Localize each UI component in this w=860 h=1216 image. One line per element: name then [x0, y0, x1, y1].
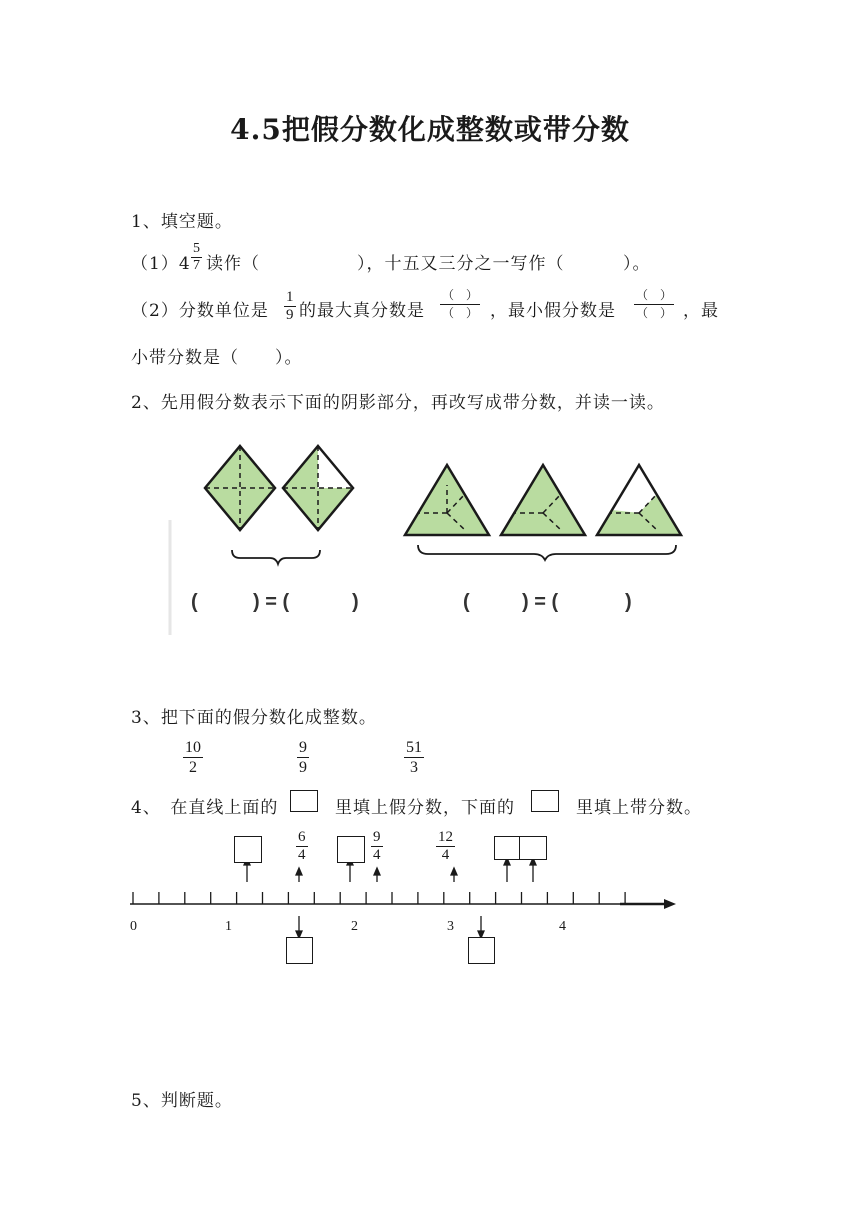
q4-heading-a: 4、 在直线上面的 [131, 798, 279, 818]
diamond-1 [205, 446, 275, 530]
q1-part1-read-label: 读作（ [206, 254, 260, 274]
fraction-blank-denominator[interactable]: （ ） [442, 306, 479, 320]
q4-heading-box-below [531, 790, 559, 812]
q1-part2-text-a: 的最大真分数是 [299, 301, 425, 321]
brace-left [232, 550, 320, 564]
triangle-2 [501, 465, 585, 535]
fraction-denominator: 4 [441, 847, 450, 863]
q1-answer-fraction-2[interactable] [634, 287, 674, 322]
tick-label-1: 1 [225, 919, 232, 934]
tick-label-2: 2 [351, 919, 358, 934]
page-title: 4.5把假分数化成整数或带分数 [230, 113, 630, 146]
q4-heading-b: 里填上假分数，下面的 [317, 798, 515, 818]
tick-label-3: 3 [447, 919, 454, 934]
q2-left-answer-blank-1[interactable] [205, 594, 250, 616]
q2-heading: 2、先用假分数表示下面的阴影部分，再改写成带分数，并读一读。 [131, 393, 665, 413]
q1-unit-fraction [284, 289, 296, 324]
q3-heading: 3、把下面的假分数化成整数。 [131, 708, 377, 728]
q4-label-twelve-fourths [436, 829, 455, 864]
fraction-denominator: 4 [373, 847, 381, 863]
q1-part2-text-b: ，最小假分数是 [490, 301, 616, 321]
q2-right-equals: ) = ( [522, 591, 559, 613]
fraction-numerator: 9 [299, 739, 307, 756]
q2-left-close-paren: ) [352, 591, 359, 613]
q4-label-nine-fourths [371, 829, 383, 864]
fraction-denominator: 4 [298, 847, 306, 863]
q1-heading: 1、填空题。 [131, 212, 233, 232]
fraction-numerator: 5 [193, 241, 200, 256]
fraction-numerator: 10 [185, 739, 201, 756]
fraction-blank-denominator[interactable]: （ ） [636, 306, 673, 320]
q1-part1-mid: ），十五又三分之一写作（ [357, 254, 565, 274]
q3-fraction-1 [183, 738, 203, 777]
up-arrows [244, 858, 536, 882]
q2-left-answer-blank-2[interactable] [302, 594, 350, 616]
q5-heading: 5、判断题。 [131, 1091, 233, 1111]
fraction-denominator: 7 [193, 258, 200, 273]
fraction-numerator: 6 [298, 829, 306, 845]
q2-right-answer-blank-1[interactable] [476, 594, 520, 616]
q2-right-answer-blank-2[interactable] [576, 594, 622, 616]
diamond-2 [283, 446, 353, 530]
q1-part1-answer-blank-1[interactable] [272, 252, 352, 270]
fraction-denominator: 2 [189, 759, 197, 776]
fraction-denominator: 3 [410, 759, 418, 776]
tick-label-0: 0 [130, 919, 137, 934]
q4-upper-answer-box-3[interactable] [494, 836, 521, 860]
q2-left-open-paren: ( [191, 591, 198, 613]
brace-right [418, 545, 676, 560]
fraction-blank-numerator[interactable]: （ ） [634, 287, 674, 305]
q1-part1-prefix: （1）4 [131, 254, 191, 274]
q1-part2-prefix: （2）分数单位是 [131, 301, 269, 321]
triangle-1 [405, 465, 489, 535]
fraction-denominator: 9 [299, 759, 307, 776]
q4-number-line [120, 830, 690, 970]
q1-part1-answer-blank-2[interactable] [583, 252, 619, 270]
fraction-numerator: 9 [373, 829, 381, 845]
q2-left-equals: ) = ( [253, 591, 290, 613]
fraction-numerator: 12 [438, 829, 453, 845]
q1-part2-text-c: ，最 [683, 301, 719, 321]
q4-heading-c: 里填上带分数。 [558, 798, 702, 818]
q1-part1-end: ）。 [623, 254, 651, 274]
q2-right-close-paren: ) [625, 591, 632, 613]
q4-heading-box-above [290, 790, 318, 812]
down-arrows [296, 916, 484, 938]
q4-lower-answer-box-2[interactable] [468, 937, 495, 964]
tick-label-4: 4 [559, 919, 566, 934]
q3-fraction-3 [404, 738, 424, 777]
triangle-3 [597, 465, 681, 535]
q1-mixed-fraction [191, 241, 202, 274]
q1-answer-fraction-1[interactable] [440, 287, 480, 322]
q4-label-six-fourths [296, 829, 308, 864]
fraction-blank-numerator[interactable]: （ ） [440, 287, 480, 305]
q2-shaded-figures [160, 430, 720, 650]
q1-part2-line2: 小带分数是（ ）。 [131, 348, 303, 368]
fraction-numerator: 1 [286, 289, 294, 305]
number-line-ticks [133, 892, 625, 904]
fraction-denominator: 9 [286, 307, 294, 323]
q4-lower-answer-box-1[interactable] [286, 937, 313, 964]
q3-fraction-2 [297, 738, 309, 777]
fraction-numerator: 51 [406, 739, 422, 756]
q4-upper-answer-box-2[interactable] [337, 836, 365, 863]
q4-upper-answer-box-4[interactable] [519, 836, 547, 860]
q2-right-open-paren: ( [463, 591, 470, 613]
number-line-axis [130, 899, 676, 909]
q4-upper-answer-box-1[interactable] [234, 836, 262, 863]
axis-arrowhead [664, 899, 676, 909]
